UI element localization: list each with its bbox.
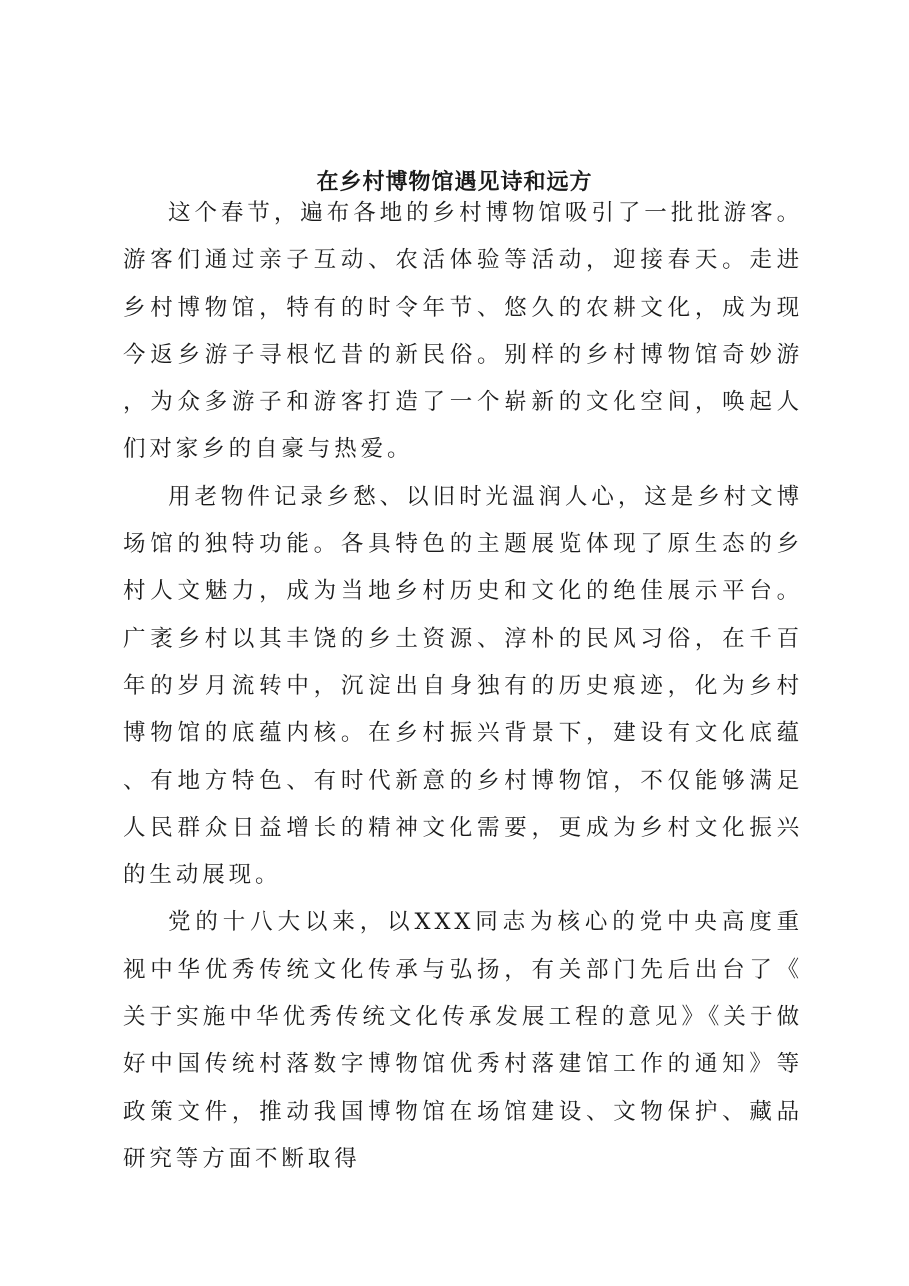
document-body: [123, 190, 803, 1183]
document-title: 在乡村博物馆遇见诗和远方: [316, 169, 593, 195]
paragraph-1: 这个春节，遍布各地的乡村博物馆吸引了一批批游客。游客们通过亲子互动、农活体验等活动，迎接春天。走进乡村博物馆，特有的时令年节、悠久的农耕文化，成为现今返乡游子寻根忆昔的新民俗。别样的乡村博物馆奇妙游，为众多游子和游客打造了一个崭新的文化空间，唤起人们对家乡的自豪与热爱。: [123, 200, 803, 463]
paragraph-2: 用老物件记录乡愁、以旧时光温润人心，这是乡村文博场馆的独特功能。各具特色的主题展览体现了原生态的乡村人文魅力，成为当地乡村历史和文化的绝佳展示平台。广袤乡村以其丰饶的乡土资源、淳朴的民风习俗，在千百年的岁月流转中，沉淀出自身独有的历史痕迹，化为乡村博物馆的底蕴内核。在乡村振兴背景下，建设有文化底蕴、有地方特色、有时代新意的乡村博物馆，不仅能够满足人民群众日益增长的精神文化需要，更成为乡村文化振兴的生动展现。: [123, 483, 803, 889]
paragraph-3: 党的十八大以来，以XXX同志为核心的党中央高度重视中华优秀传统文化传承与弘扬，有关部门先后出台了《关于实施中华优秀传统文化传承发展工程的意见》《关于做好中国传统村落数字博物馆优秀村落建馆工作的通知》等政策文件，推动我国博物馆在场馆建设、文物保护、藏品研究等方面不断取得: [123, 909, 803, 1172]
